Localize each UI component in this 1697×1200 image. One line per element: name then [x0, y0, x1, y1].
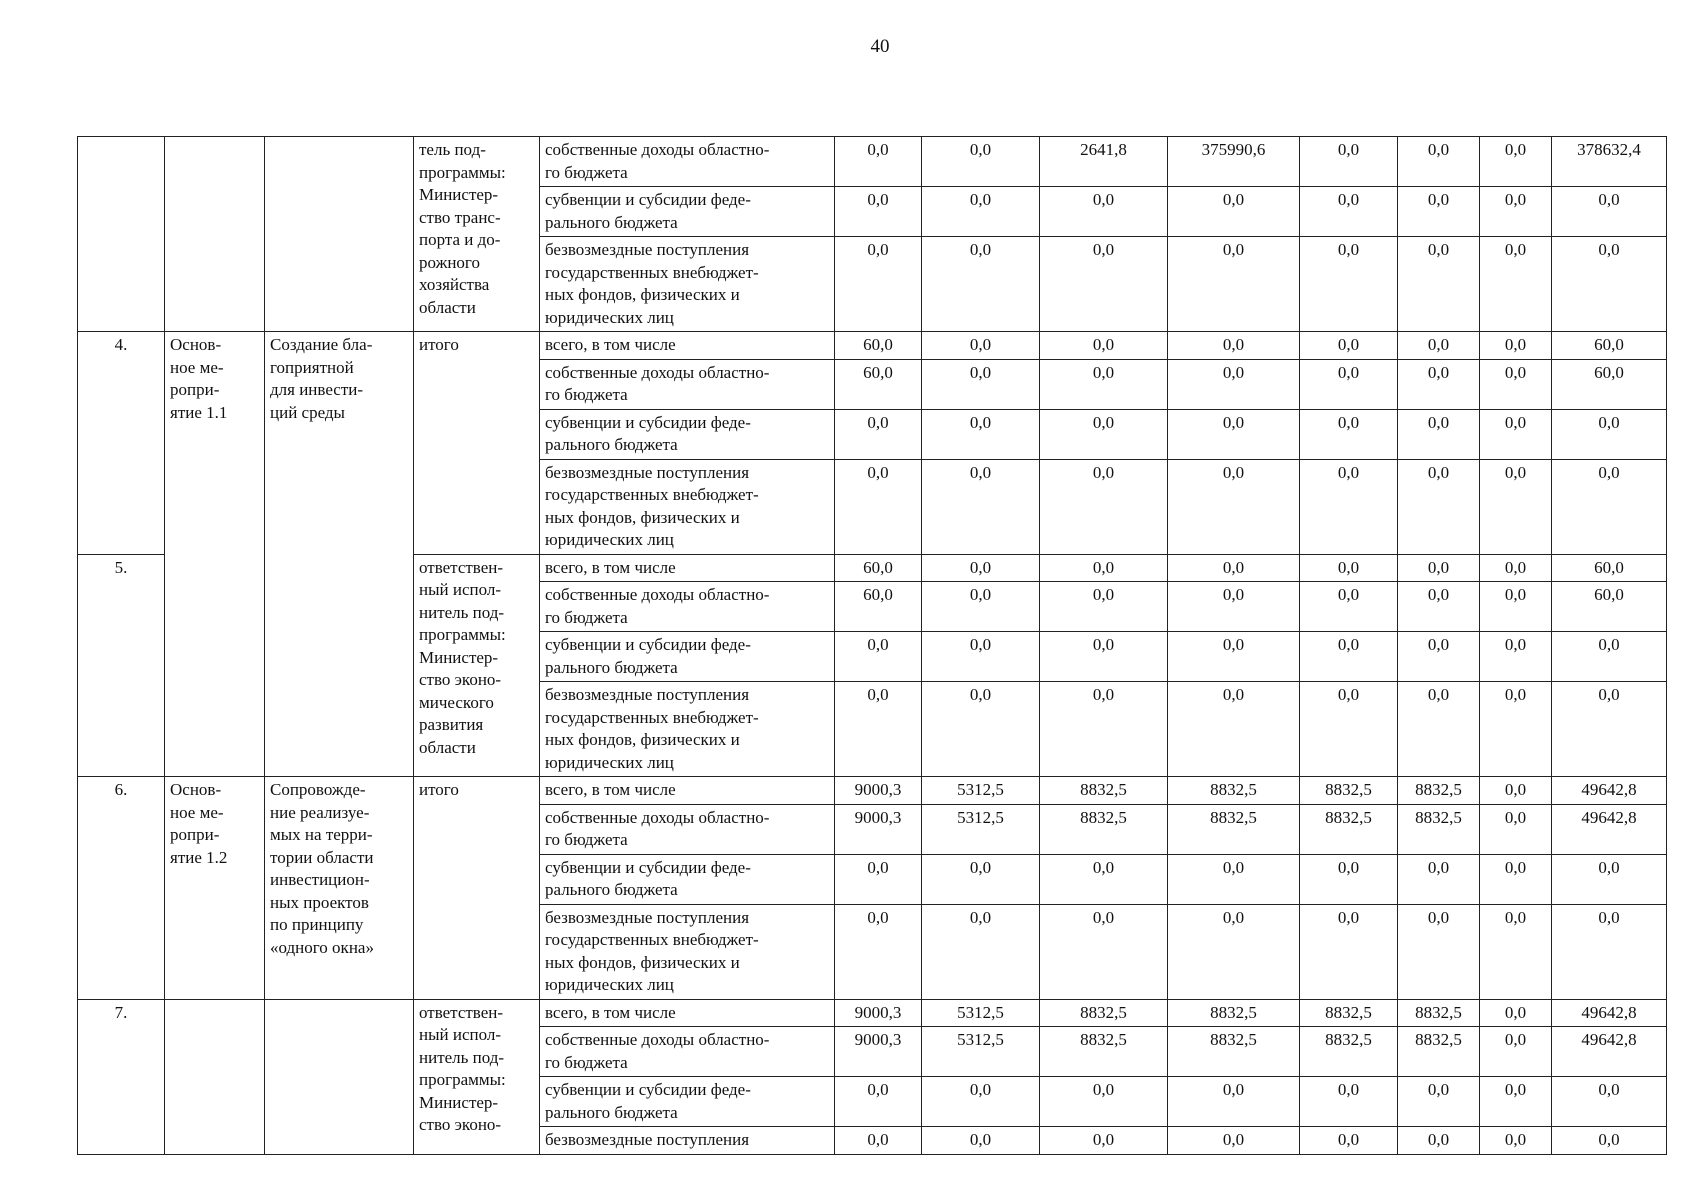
amount-cell: 8832,5	[1398, 999, 1480, 1027]
amount-cell: 0,0	[922, 359, 1040, 409]
amount-cell: 0,0	[835, 1077, 922, 1127]
amount-cell: 0,0	[1398, 409, 1480, 459]
row-number: 6.	[78, 777, 165, 1000]
funding-source: безвозмездные поступления государственных внебюджет- ных фондов, физических и юридических лиц	[540, 237, 835, 332]
amount-cell: 0,0	[1480, 777, 1552, 805]
amount-cell: 0,0	[1552, 237, 1667, 332]
executor-cell: ответствен- ный испол- нитель под- программы: Министер- ство эконо-	[414, 999, 540, 1154]
funding-source: всего, в том числе	[540, 332, 835, 360]
amount-cell: 0,0	[1552, 1127, 1667, 1155]
amount-cell: 0,0	[1552, 409, 1667, 459]
amount-cell: 0,0	[1300, 1077, 1398, 1127]
amount-cell: 0,0	[1168, 187, 1300, 237]
amount-cell: 0,0	[1040, 854, 1168, 904]
amount-cell: 2641,8	[1040, 137, 1168, 187]
funding-source: субвенции и субсидии феде- рального бюджета	[540, 409, 835, 459]
funding-source: всего, в том числе	[540, 777, 835, 805]
executor-cell: тель под- программы: Министер- ство транс- порта и до- рожного хозяйства области	[414, 137, 540, 332]
amount-cell: 0,0	[1300, 459, 1398, 554]
funding-source: всего, в том числе	[540, 999, 835, 1027]
amount-cell: 5312,5	[922, 999, 1040, 1027]
amount-cell: 0,0	[1168, 409, 1300, 459]
amount-cell: 0,0	[1300, 582, 1398, 632]
amount-cell: 0,0	[1480, 554, 1552, 582]
amount-cell: 9000,3	[835, 999, 922, 1027]
amount-cell: 0,0	[922, 1127, 1040, 1155]
amount-cell: 8832,5	[1398, 777, 1480, 805]
amount-cell: 0,0	[1480, 359, 1552, 409]
amount-cell: 0,0	[1168, 632, 1300, 682]
amount-cell: 0,0	[922, 1077, 1040, 1127]
executor-cell: итого	[414, 332, 540, 555]
amount-cell: 0,0	[1480, 459, 1552, 554]
amount-cell: 0,0	[1480, 904, 1552, 999]
event-title-cell	[265, 137, 414, 332]
amount-cell: 60,0	[1552, 582, 1667, 632]
event-title: Создание бла- гоприятной для инвести- ций среды	[265, 332, 414, 777]
amount-cell: 0,0	[1040, 409, 1168, 459]
amount-cell: 0,0	[1040, 632, 1168, 682]
amount-cell: 0,0	[1480, 582, 1552, 632]
amount-cell: 0,0	[1480, 332, 1552, 360]
amount-cell: 0,0	[1398, 187, 1480, 237]
amount-cell: 0,0	[1552, 854, 1667, 904]
amount-cell: 0,0	[1040, 332, 1168, 360]
amount-cell: 0,0	[1398, 632, 1480, 682]
funding-source: безвозмездные поступления государственных внебюджет- ных фондов, физических и юридических лиц	[540, 459, 835, 554]
amount-cell: 0,0	[1300, 409, 1398, 459]
funding-source: безвозмездные поступления государственных внебюджет- ных фондов, физических и юридических лиц	[540, 904, 835, 999]
amount-cell: 0,0	[835, 632, 922, 682]
amount-cell: 0,0	[1480, 804, 1552, 854]
funding-source: собственные доходы областно- го бюджета	[540, 137, 835, 187]
amount-cell: 0,0	[1168, 682, 1300, 777]
amount-cell: 8832,5	[1040, 804, 1168, 854]
budget-table	[77, 136, 1667, 1155]
amount-cell: 0,0	[1398, 854, 1480, 904]
amount-cell: 5312,5	[922, 804, 1040, 854]
amount-cell: 0,0	[1040, 1077, 1168, 1127]
amount-cell: 0,0	[1398, 682, 1480, 777]
table-row	[78, 332, 1667, 360]
amount-cell: 0,0	[1300, 332, 1398, 360]
amount-cell: 0,0	[1552, 632, 1667, 682]
amount-cell: 0,0	[835, 854, 922, 904]
amount-cell: 0,0	[1300, 1127, 1398, 1155]
amount-cell: 0,0	[835, 409, 922, 459]
row-number: 4.	[78, 332, 165, 555]
funding-source: собственные доходы областно- го бюджета	[540, 582, 835, 632]
amount-cell: 0,0	[1398, 332, 1480, 360]
amount-cell: 60,0	[1552, 554, 1667, 582]
funding-source: субвенции и субсидии феде- рального бюджета	[540, 187, 835, 237]
amount-cell: 0,0	[1168, 332, 1300, 360]
amount-cell: 0,0	[1552, 459, 1667, 554]
amount-cell: 0,0	[1398, 904, 1480, 999]
amount-cell: 0,0	[1552, 1077, 1667, 1127]
funding-source: субвенции и субсидии феде- рального бюджета	[540, 632, 835, 682]
executor-cell: итого	[414, 777, 540, 1000]
amount-cell: 0,0	[1300, 682, 1398, 777]
amount-cell: 0,0	[1040, 237, 1168, 332]
amount-cell: 0,0	[1168, 459, 1300, 554]
amount-cell: 0,0	[922, 459, 1040, 554]
amount-cell: 0,0	[1480, 682, 1552, 777]
amount-cell: 0,0	[1168, 582, 1300, 632]
amount-cell: 0,0	[1552, 682, 1667, 777]
amount-cell: 0,0	[922, 582, 1040, 632]
amount-cell: 0,0	[1480, 1127, 1552, 1155]
table-row	[78, 137, 1667, 187]
amount-cell: 60,0	[1552, 332, 1667, 360]
amount-cell: 0,0	[835, 904, 922, 999]
amount-cell: 0,0	[1168, 359, 1300, 409]
amount-cell: 8832,5	[1300, 1027, 1398, 1077]
amount-cell: 0,0	[922, 409, 1040, 459]
amount-cell: 0,0	[1398, 582, 1480, 632]
amount-cell: 8832,5	[1040, 1027, 1168, 1077]
amount-cell: 60,0	[835, 359, 922, 409]
amount-cell: 0,0	[1168, 554, 1300, 582]
amount-cell: 0,0	[922, 237, 1040, 332]
amount-cell: 0,0	[1552, 904, 1667, 999]
amount-cell: 0,0	[1300, 632, 1398, 682]
amount-cell: 0,0	[1552, 187, 1667, 237]
amount-cell: 0,0	[835, 682, 922, 777]
amount-cell: 5312,5	[922, 777, 1040, 805]
amount-cell: 8832,5	[1168, 804, 1300, 854]
amount-cell: 9000,3	[835, 777, 922, 805]
amount-cell: 49642,8	[1552, 777, 1667, 805]
event-title	[265, 999, 414, 1154]
amount-cell: 0,0	[1398, 1077, 1480, 1127]
amount-cell: 0,0	[1480, 137, 1552, 187]
amount-cell: 375990,6	[1168, 137, 1300, 187]
row-number-cell	[78, 137, 165, 332]
table-row	[78, 777, 1667, 805]
amount-cell: 0,0	[1300, 554, 1398, 582]
event-title: Сопровожде- ние реализуе- мых на терри- тории области инвестицион- ных проектов по принципу «одного окна»	[265, 777, 414, 1000]
amount-cell: 0,0	[1168, 1077, 1300, 1127]
amount-cell: 0,0	[922, 632, 1040, 682]
amount-cell: 0,0	[835, 1127, 922, 1155]
amount-cell: 0,0	[922, 854, 1040, 904]
funding-source: субвенции и субсидии феде- рального бюджета	[540, 1077, 835, 1127]
funding-source: всего, в том числе	[540, 554, 835, 582]
amount-cell: 0,0	[835, 237, 922, 332]
table-row	[78, 999, 1667, 1027]
amount-cell: 8832,5	[1040, 999, 1168, 1027]
amount-cell: 8832,5	[1168, 1027, 1300, 1077]
event-name	[165, 999, 265, 1154]
amount-cell: 8832,5	[1398, 1027, 1480, 1077]
amount-cell: 0,0	[1480, 1077, 1552, 1127]
funding-source: собственные доходы областно- го бюджета	[540, 1027, 835, 1077]
funding-source: собственные доходы областно- го бюджета	[540, 804, 835, 854]
funding-source: безвозмездные поступления государственных внебюджет- ных фондов, физических и юридических лиц	[540, 682, 835, 777]
amount-cell: 0,0	[1300, 237, 1398, 332]
amount-cell: 8832,5	[1168, 777, 1300, 805]
amount-cell: 378632,4	[1552, 137, 1667, 187]
amount-cell: 0,0	[1040, 904, 1168, 999]
amount-cell: 0,0	[835, 187, 922, 237]
executor-cell: ответствен- ный испол- нитель под- программы: Министер- ство эконо- мического развития области	[414, 554, 540, 777]
amount-cell: 8832,5	[1300, 804, 1398, 854]
amount-cell: 49642,8	[1552, 999, 1667, 1027]
amount-cell: 60,0	[835, 554, 922, 582]
amount-cell: 0,0	[1480, 1027, 1552, 1077]
amount-cell: 60,0	[835, 332, 922, 360]
amount-cell: 0,0	[1398, 459, 1480, 554]
amount-cell: 8832,5	[1040, 777, 1168, 805]
event-name: Основ- ное ме- ропри- ятие 1.1	[165, 332, 265, 777]
amount-cell: 0,0	[1300, 187, 1398, 237]
amount-cell: 0,0	[1480, 999, 1552, 1027]
amount-cell: 0,0	[1040, 187, 1168, 237]
amount-cell: 9000,3	[835, 1027, 922, 1077]
amount-cell: 0,0	[1300, 359, 1398, 409]
amount-cell: 0,0	[922, 332, 1040, 360]
amount-cell: 0,0	[1480, 237, 1552, 332]
amount-cell: 60,0	[835, 582, 922, 632]
amount-cell: 0,0	[1168, 1127, 1300, 1155]
amount-cell: 9000,3	[835, 804, 922, 854]
amount-cell: 0,0	[1168, 904, 1300, 999]
amount-cell: 0,0	[1040, 459, 1168, 554]
amount-cell: 0,0	[1300, 137, 1398, 187]
amount-cell: 0,0	[1300, 854, 1398, 904]
amount-cell: 0,0	[1480, 854, 1552, 904]
amount-cell: 49642,8	[1552, 1027, 1667, 1077]
amount-cell: 0,0	[1168, 854, 1300, 904]
amount-cell: 0,0	[922, 554, 1040, 582]
amount-cell: 0,0	[922, 904, 1040, 999]
amount-cell: 0,0	[1040, 554, 1168, 582]
amount-cell: 0,0	[835, 459, 922, 554]
amount-cell: 8832,5	[1168, 999, 1300, 1027]
funding-source: безвозмездные поступления	[540, 1127, 835, 1155]
amount-cell: 5312,5	[922, 1027, 1040, 1077]
amount-cell: 0,0	[1398, 137, 1480, 187]
amount-cell: 0,0	[1040, 359, 1168, 409]
amount-cell: 8832,5	[1300, 999, 1398, 1027]
amount-cell: 0,0	[1480, 187, 1552, 237]
amount-cell: 0,0	[1168, 237, 1300, 332]
funding-source: субвенции и субсидии феде- рального бюджета	[540, 854, 835, 904]
page-number: 40	[870, 36, 890, 57]
amount-cell: 8832,5	[1398, 804, 1480, 854]
amount-cell: 0,0	[1040, 582, 1168, 632]
amount-cell: 0,0	[1398, 237, 1480, 332]
funding-source: собственные доходы областно- го бюджета	[540, 359, 835, 409]
amount-cell: 0,0	[1040, 682, 1168, 777]
amount-cell: 0,0	[1300, 904, 1398, 999]
amount-cell: 0,0	[922, 137, 1040, 187]
amount-cell: 0,0	[1040, 1127, 1168, 1155]
amount-cell: 0,0	[922, 682, 1040, 777]
amount-cell: 0,0	[1480, 409, 1552, 459]
amount-cell: 49642,8	[1552, 804, 1667, 854]
amount-cell: 8832,5	[1300, 777, 1398, 805]
amount-cell: 0,0	[1480, 632, 1552, 682]
event-cell	[165, 137, 265, 332]
amount-cell: 0,0	[1398, 554, 1480, 582]
amount-cell: 60,0	[1552, 359, 1667, 409]
amount-cell: 0,0	[922, 187, 1040, 237]
amount-cell: 0,0	[835, 137, 922, 187]
event-name: Основ- ное ме- ропри- ятие 1.2	[165, 777, 265, 1000]
amount-cell: 0,0	[1398, 1127, 1480, 1155]
row-number: 7.	[78, 999, 165, 1154]
row-number: 5.	[78, 554, 165, 777]
amount-cell: 0,0	[1398, 359, 1480, 409]
